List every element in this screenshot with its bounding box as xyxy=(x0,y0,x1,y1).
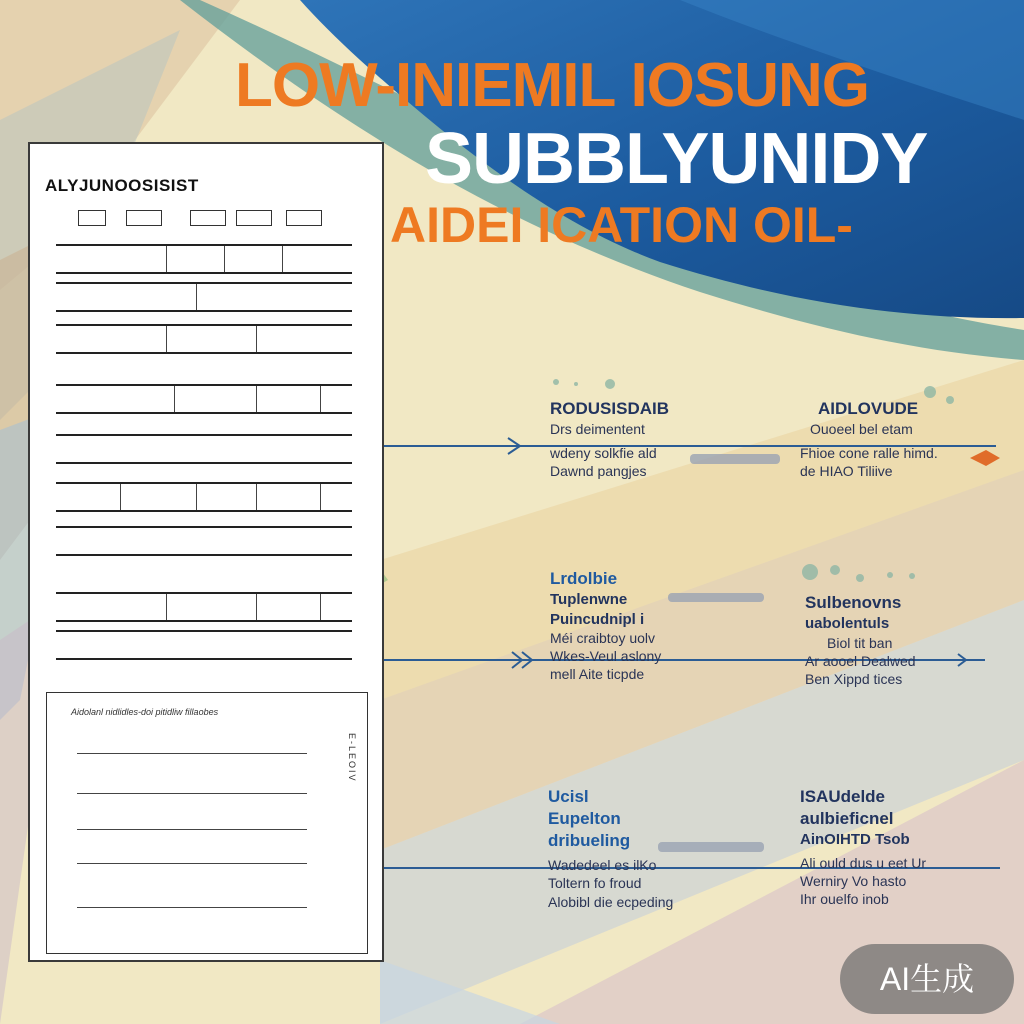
header-box xyxy=(190,210,226,226)
header-box xyxy=(126,210,162,226)
application-form xyxy=(28,142,384,962)
form-row xyxy=(56,384,352,414)
header-box xyxy=(236,210,272,226)
form-title: ALYJUNOOSISIST xyxy=(45,176,199,195)
label-block-r3-left: Ucisl Eupelton dribueling Wadedeel es ilKo Toltern fo froud Alobibl die ecpeding xyxy=(548,787,674,910)
title-line-1: LOW-INIEMIL IOSUNG xyxy=(235,51,870,120)
label-block-r2-right: Sulbenovns uabolentuls Biol tit ban Ar aooel Dealwed Ben Xippd tices xyxy=(805,593,916,687)
form-row xyxy=(56,434,352,464)
form-row xyxy=(56,244,352,274)
ai-generated-badge: AI生成 xyxy=(840,944,1014,1014)
form-row xyxy=(56,482,352,512)
header-box xyxy=(78,210,106,226)
form-row xyxy=(56,282,352,312)
label-block-r1-right: AIDLOVUDE Ouoeel bel etam Fhioe cone ralle himd. de HIAO Tiliive xyxy=(800,399,938,480)
subsection-heading: Aidolanl nidlidles-doi pitidliw fillaobes xyxy=(71,707,219,717)
form-row xyxy=(56,526,352,556)
label-block-r2-left: Lrdolbie Tuplenwne Puincudnipl i Méi craibtoy uolv Wkes-Veul aslony mell Aite ticpde xyxy=(550,569,662,683)
label-block-r3-right: ISAUdelde aulbieficnel AinOIHTD Tsob Ali ould dus u eet Ur Werniry Vo hasto Ihr ouelfo inob xyxy=(800,787,927,908)
subsection-side-text: E-LEOIV xyxy=(347,733,357,783)
form-subsection xyxy=(46,692,368,954)
form-row xyxy=(56,324,352,354)
title-line-2: SUBBLYUNIDY xyxy=(425,119,928,199)
label-block-r1-left: RODUSISDAIB Drs deimentent wdeny solkfie ald Dawnd pangjes xyxy=(550,399,670,480)
header-box xyxy=(286,210,322,226)
form-row xyxy=(56,630,352,660)
form-row xyxy=(56,592,352,622)
title-line-3: AIDEI ICATION OIL- xyxy=(390,197,853,253)
